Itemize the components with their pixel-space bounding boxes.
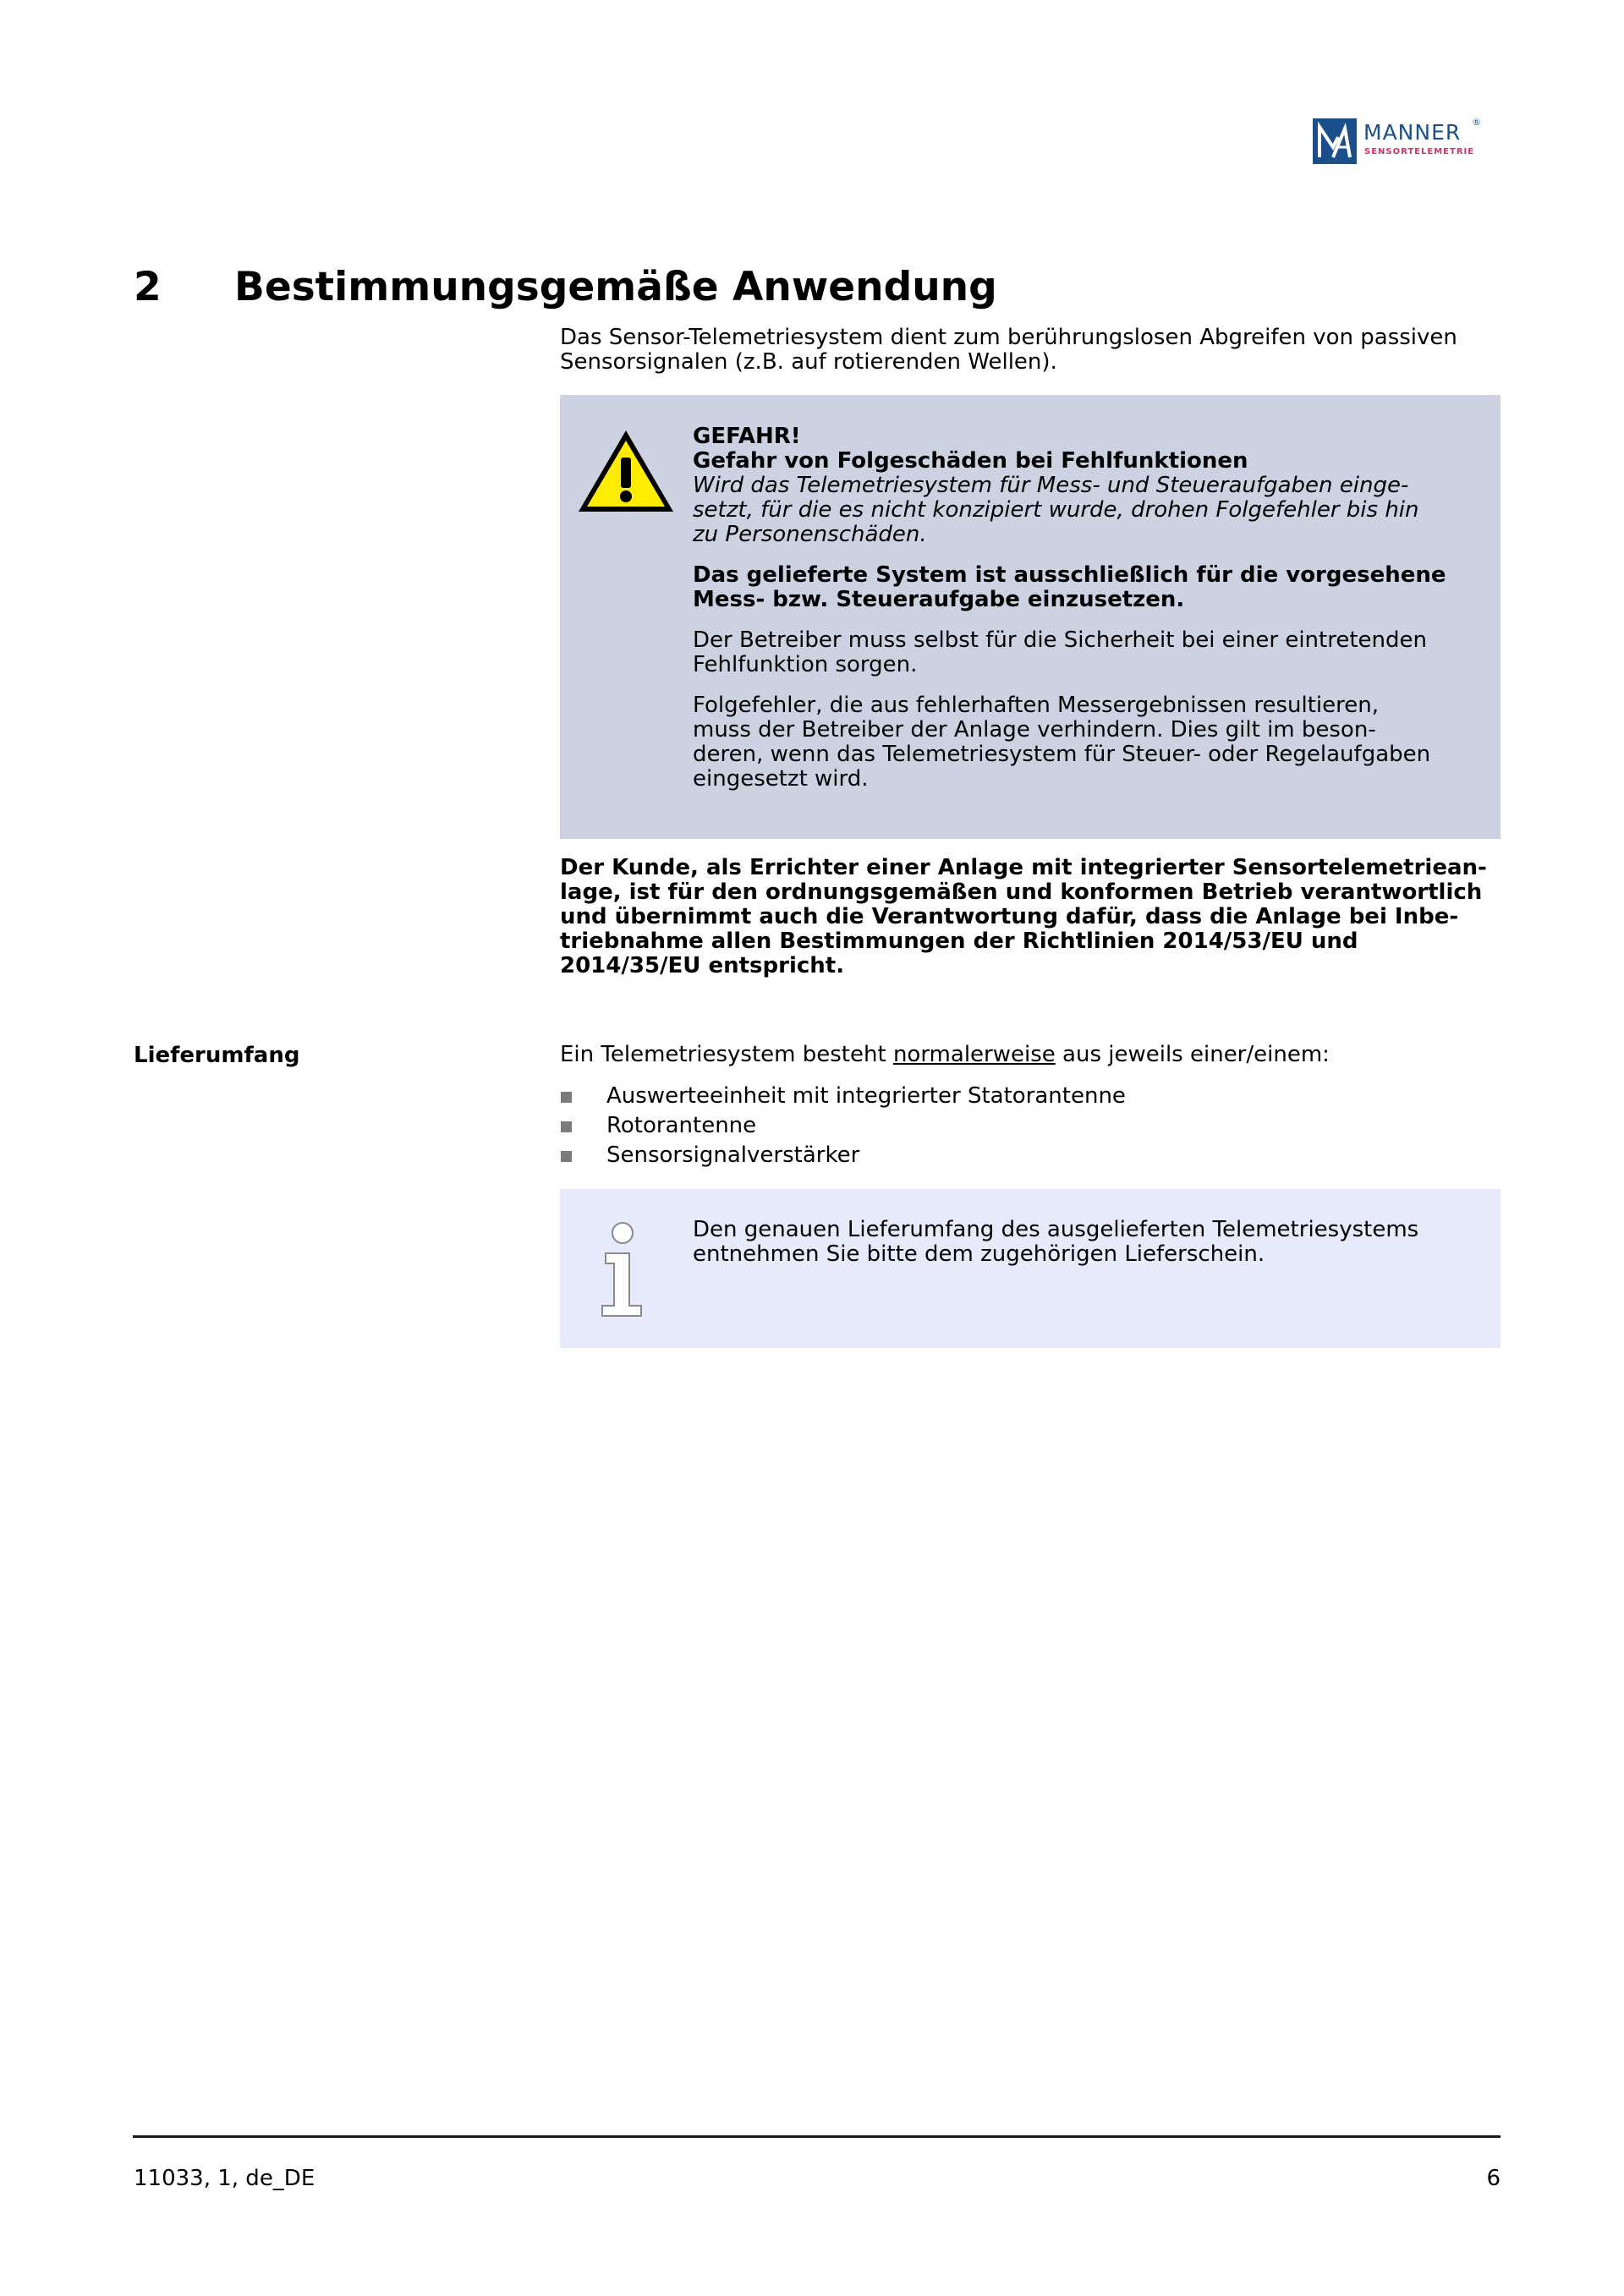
logo-registered-mark: ®	[1472, 117, 1481, 128]
danger-note-operator: Der Betreiber muss selbst für die Sicherheit bei einer eintretenden Fehlfunktion sorgen.	[693, 627, 1427, 677]
danger-description: Wird das Telemetriesystem für Mess- und Steueraufgaben einge- setzt, für die es nicht konzipiert wurde, drohen Folgefehler bis hin zu Personenschäden.	[693, 473, 1419, 547]
bullet-square-icon	[561, 1092, 572, 1103]
info-notice	[560, 1189, 1501, 1348]
logo-brand-name: MANNER	[1363, 120, 1462, 145]
logo-subtitle: SENSORTELEMETRIE	[1364, 147, 1475, 156]
footer-divider	[133, 2135, 1501, 2138]
footer-document-id: 11033, 1, de_DE	[134, 2166, 315, 2191]
list-item: Auswerteeinheit mit integrierter Statorantenne	[560, 1082, 1501, 1111]
chapter-number: 2	[134, 264, 162, 310]
danger-notice	[560, 395, 1501, 839]
bullet-square-icon	[561, 1121, 572, 1132]
info-icon	[597, 1221, 648, 1319]
customer-responsibility-paragraph: Der Kunde, als Errichter einer Anlage mit integrierter Sensortelemetriean- lage, ist für den ordnungsgemäßen und konformen Betrieb verantwortlich und übernimmt auch die Verantwortung dafür, dass die Anlage bei Inbe- triebnahme allen Bestimmungen der Richtlinien 2014/53/EU und 2014/35/EU entspricht.	[560, 855, 1487, 978]
danger-text	[693, 425, 1454, 792]
footer-page-number: 6	[1486, 2166, 1501, 2191]
danger-headline: Gefahr von Folgeschäden bei Fehlfunktionen	[693, 448, 1248, 474]
danger-signal-word: GEFAHR!	[693, 424, 801, 449]
list-item: Sensorsignalverstärker	[560, 1141, 1501, 1170]
chapter-title: Bestimmungsgemäße Anwendung	[234, 264, 997, 310]
bullet-square-icon	[561, 1151, 572, 1162]
delivery-side-label: Lieferumfang	[134, 1043, 300, 1068]
warning-triangle-icon	[573, 425, 678, 518]
company-logo	[1313, 118, 1490, 164]
list-item: Rotorantenne	[560, 1111, 1501, 1141]
intro-paragraph: Das Sensor-Telemetriesystem dient zum berührungslosen Abgreifen von passiven Sensorsignalen (z.B. auf rotierenden Wellen).	[560, 325, 1457, 375]
delivery-intro: Ein Telemetriesystem besteht normalerweise aus jeweils einer/einem:	[560, 1042, 1330, 1067]
logo-mark-icon	[1313, 118, 1357, 164]
underlined-word: normalerweise	[892, 1042, 1056, 1067]
info-text: Den genauen Lieferumfang des ausgelieferten Telemetriesystems entnehmen Sie bitte dem zugehörigen Lieferschein.	[693, 1217, 1419, 1267]
danger-note-consequential: Folgefehler, die aus fehlerhaften Messergebnissen resultieren, muss der Betreiber der Anlage verhindern. Dies gilt im beson- deren, wenn das Telemetriesystem für Steuer- oder Regelaufgaben eingesetzt wird.	[693, 693, 1431, 792]
delivery-list	[560, 1082, 1501, 1170]
danger-instruction: Das gelieferte System ist ausschließlich für die vorgesehene Mess- bzw. Steueraufgabe einzusetzen.	[693, 562, 1446, 612]
